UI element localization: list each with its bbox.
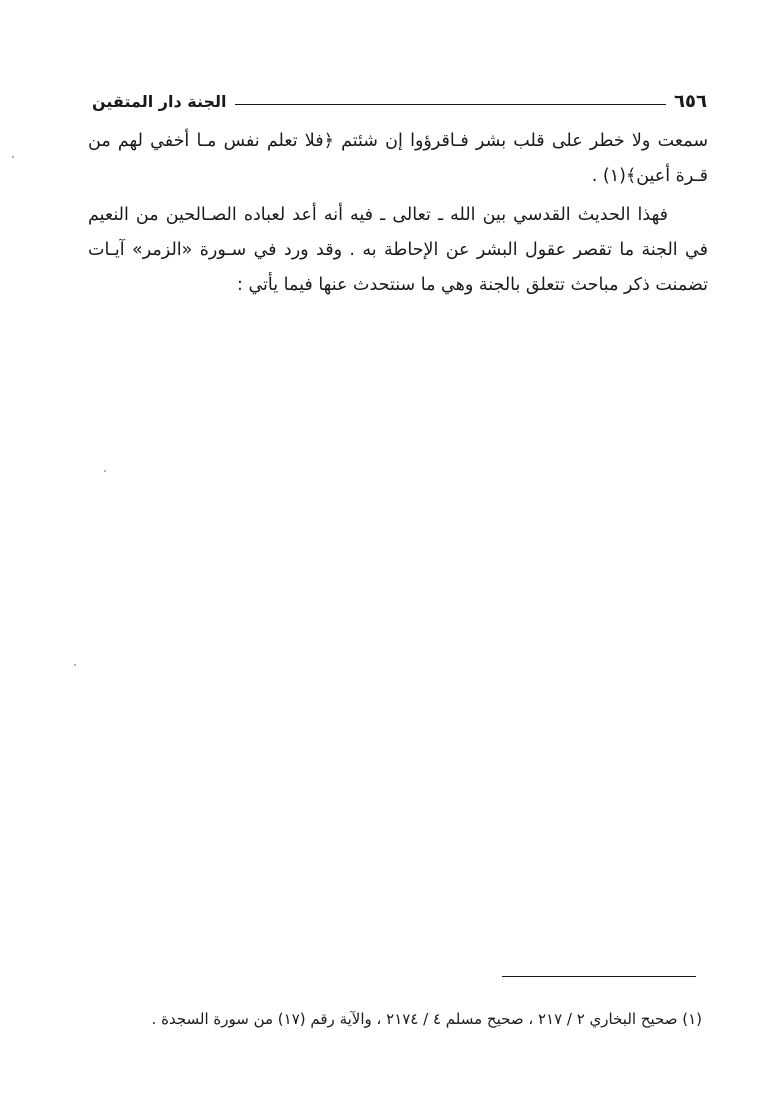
footnote: (١) صحيح البخاري ٢ / ٢١٧ ، صحيح مسلم ٤ / ٢١٧٤ ، والآية رقم (١٧) من سورة السجدة . [151, 1010, 702, 1028]
scan-speck [104, 470, 106, 472]
running-title: الجنة دار المتقين [92, 91, 227, 111]
scan-speck [12, 156, 14, 158]
scan-speck [74, 664, 76, 666]
paragraph-hadith-end: سمعت ولا خطر على قلب بشر فـاقرؤوا إن شئتم ﴿فلا تعلم نفس مـا أخفي لهم من قـرة أعين﴾(١) . [88, 131, 708, 186]
page-number: ٦٥٦ [674, 90, 707, 112]
paragraph-commentary: فهذا الحديث القدسي بين الله ـ تعالى ـ فيه أنه أعد لعباده الصـالحين من النعيم في الجنة ما تقصر عقول البشر عن الإحاطة به . وقد ورد في سـورة «الزمر» آيـات تضمنت ذكر مباحث تتعلق بالجنة وهي ما سنتحدث عنها فيما يأتي : [88, 205, 708, 295]
header-rule [235, 104, 667, 105]
running-header [92, 86, 707, 116]
footnote-separator [502, 976, 696, 977]
